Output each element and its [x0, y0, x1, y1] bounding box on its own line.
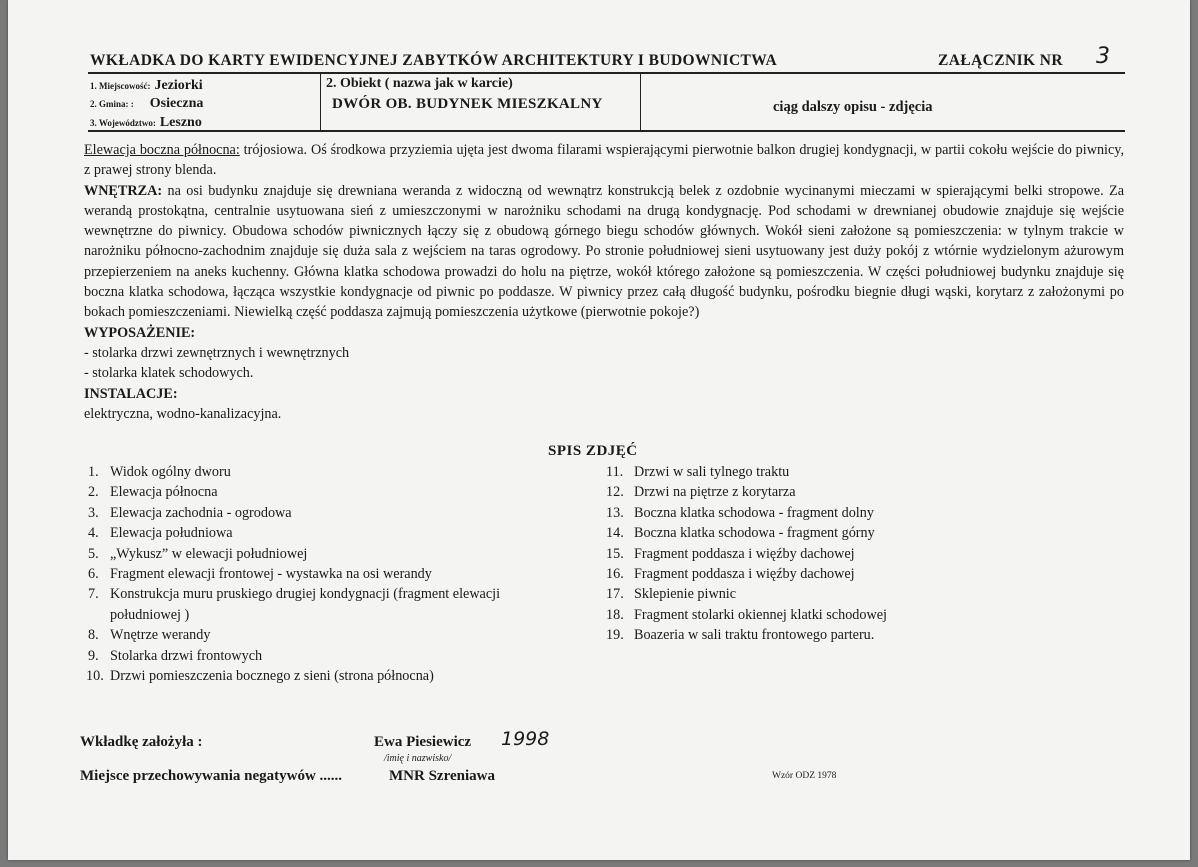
- header-divider-2: [640, 73, 641, 131]
- header-bottom-rule: [88, 130, 1125, 132]
- attachment-number: 3: [1096, 44, 1110, 69]
- location-row-wojewodztwo: [90, 113, 202, 131]
- interiors-paragraph: [84, 181, 1124, 323]
- elevation-heading: Elewacja boczna północna:: [84, 142, 240, 158]
- photo-list-left: [88, 462, 578, 686]
- elevation-paragraph: [84, 140, 1124, 181]
- list-item: 3. Elewacja zachodnia - ogrodowa: [88, 504, 292, 521]
- miejscowosc-value: Jeziorki: [154, 78, 203, 93]
- installations-text: elektryczna, wodno-kanalizacyjna.: [84, 405, 282, 422]
- list-item: 19. Boazeria w sali traktu frontowego parteru.: [606, 627, 875, 644]
- list-item: 9. Stolarka drzwi frontowych: [88, 647, 263, 664]
- miejscowosc-label: 1. Miejscowość:: [90, 81, 151, 91]
- list-item: 8. Wnętrze werandy: [88, 627, 211, 644]
- location-row-gmina: [90, 94, 203, 112]
- author-year: 1998: [501, 728, 550, 750]
- author-name: Ewa Piesiewicz: [374, 734, 472, 750]
- negatives-label: Miejsce przechowywania negatywów ......: [80, 768, 343, 784]
- photo-list-right: [606, 462, 1046, 646]
- wojewodztwo-label: 3. Województwo:: [90, 118, 156, 128]
- list-item: 16. Fragment poddasza i więźby dachowej: [606, 566, 855, 583]
- header-divider-1: [320, 73, 321, 131]
- object-label: 2. Obiekt ( nazwa jak w karcie): [326, 76, 513, 91]
- author-label: Wkładkę założyła :: [80, 734, 203, 750]
- list-item: 1. Widok ogólny dworu: [88, 464, 231, 480]
- location-row-miejscowosc: [90, 76, 203, 94]
- author-caption: /imię i nazwisko/: [384, 753, 452, 764]
- continuation-label: ciąg dalszy opisu - zdjęcia: [773, 99, 933, 115]
- equipment-item: - stolarka drzwi zewnętrznych i wewnętrznych: [84, 344, 350, 361]
- list-item: 12. Drzwi na piętrze z korytarza: [606, 484, 796, 501]
- list-item: 10. Drzwi pomieszczenia bocznego z sieni (strona północna): [86, 668, 434, 685]
- wojewodztwo-value: Leszno: [159, 115, 202, 130]
- equipment-heading: WYPOSAŻENIE:: [84, 324, 196, 341]
- photo-list-title: SPIS ZDJĘĆ: [548, 443, 638, 459]
- gmina-value: Osieczna: [149, 96, 204, 111]
- list-item: 5. „Wykusz” w elewacji południowej: [88, 545, 308, 562]
- attachment-label: ZAŁĄCZNIK NR: [938, 52, 1063, 69]
- object-value: DWÓR OB. BUDYNEK MIESZKALNY: [332, 96, 603, 112]
- installations-heading: INSTALACJE:: [84, 385, 178, 402]
- elevation-text: trójosiowa. Oś środkowa przyziemia ujęta jest dwoma filarami wspierającymi pierwotnie balkon drugiej kondygnacji, w partii cokołu wejście do piwnicy, z prawej strony blenda.: [84, 142, 1125, 179]
- list-item: 13. Boczna klatka schodowa - fragment dolny: [606, 504, 874, 521]
- list-item: 7. Konstrukcja muru pruskiego drugiej kondygnacji (fragment elewacji południowej ): [88, 586, 501, 623]
- list-item: 17. Sklepienie piwnic: [606, 586, 737, 603]
- list-item: 2. Elewacja północna: [88, 484, 218, 501]
- header-top-rule: [88, 72, 1125, 74]
- gmina-label: 2. Gmina: :: [90, 99, 134, 109]
- interiors-text: na osi budynku znajduje się drewniana weranda z widoczną od wewnątrz konstrukcją belek z ozdobnie wycinanymi mieczami w spierającymi belki stropowe. Za werandą prostokątna, centralnie usytuowana sień z umieszczonymi w narożniku schodami na drugą kondygnację. Pod schodami w drewnianej obudowie znajduje się wejście wewnętrzne do piwnicy. Obudowa schodów piwnicznych łączy się z obudową górnego biegu schodów głównych. Wokół sieni założone są pomieszczenia: w tylnym trakcie w narożniku północno-zachodnim znajduje się duża sala z wejściem na taras ogrodowy. Po stronie południowej sieni usytuowany jest duży pokój z wtórnie wydzielonym ażurowym przepierzeniem na aneks kuchenny. Główna klatka schodowa prowadzi do holu na piętrze, wokół którego założone są pomieszczenia. W części południowej budynku znajduje się boczna klatka schodowa, łącząca wszystkie kondygnacje od piwnic po poddasze. W piwnicy przez całą długość budynku, pośrodku biegnie długi wąski, korytarz z założonymi po bokach pomieszczeniami. Niewielką część poddasza zajmują pomieszczenia użytkowe (pierwotnie pokoje?): [84, 182, 1124, 321]
- document-title: WKŁADKA DO KARTY EWIDENCYJNEJ ZABYTKÓW ARCHITEKTURY I BUDOWNICTWA: [90, 52, 778, 69]
- list-item: 6. Fragment elewacji frontowej - wystawka na osi werandy: [88, 566, 432, 583]
- description-body: [84, 140, 1124, 424]
- list-item: 14. Boczna klatka schodowa - fragment górny: [606, 525, 875, 542]
- equipment-item: - stolarka klatek schodowych.: [84, 365, 254, 382]
- interiors-heading: WNĘTRZA:: [84, 182, 163, 199]
- negatives-value: MNR Szreniawa: [389, 768, 495, 784]
- form-code: Wzór ODZ 1978: [772, 771, 837, 781]
- document-sheet: [8, 0, 1190, 860]
- list-item: 11. Drzwi w sali tylnego traktu: [606, 464, 790, 480]
- list-item: 15. Fragment poddasza i więźby dachowej: [606, 545, 855, 562]
- list-item: 18. Fragment stolarki okiennej klatki schodowej: [606, 606, 887, 623]
- list-item: 4. Elewacja południowa: [88, 525, 233, 542]
